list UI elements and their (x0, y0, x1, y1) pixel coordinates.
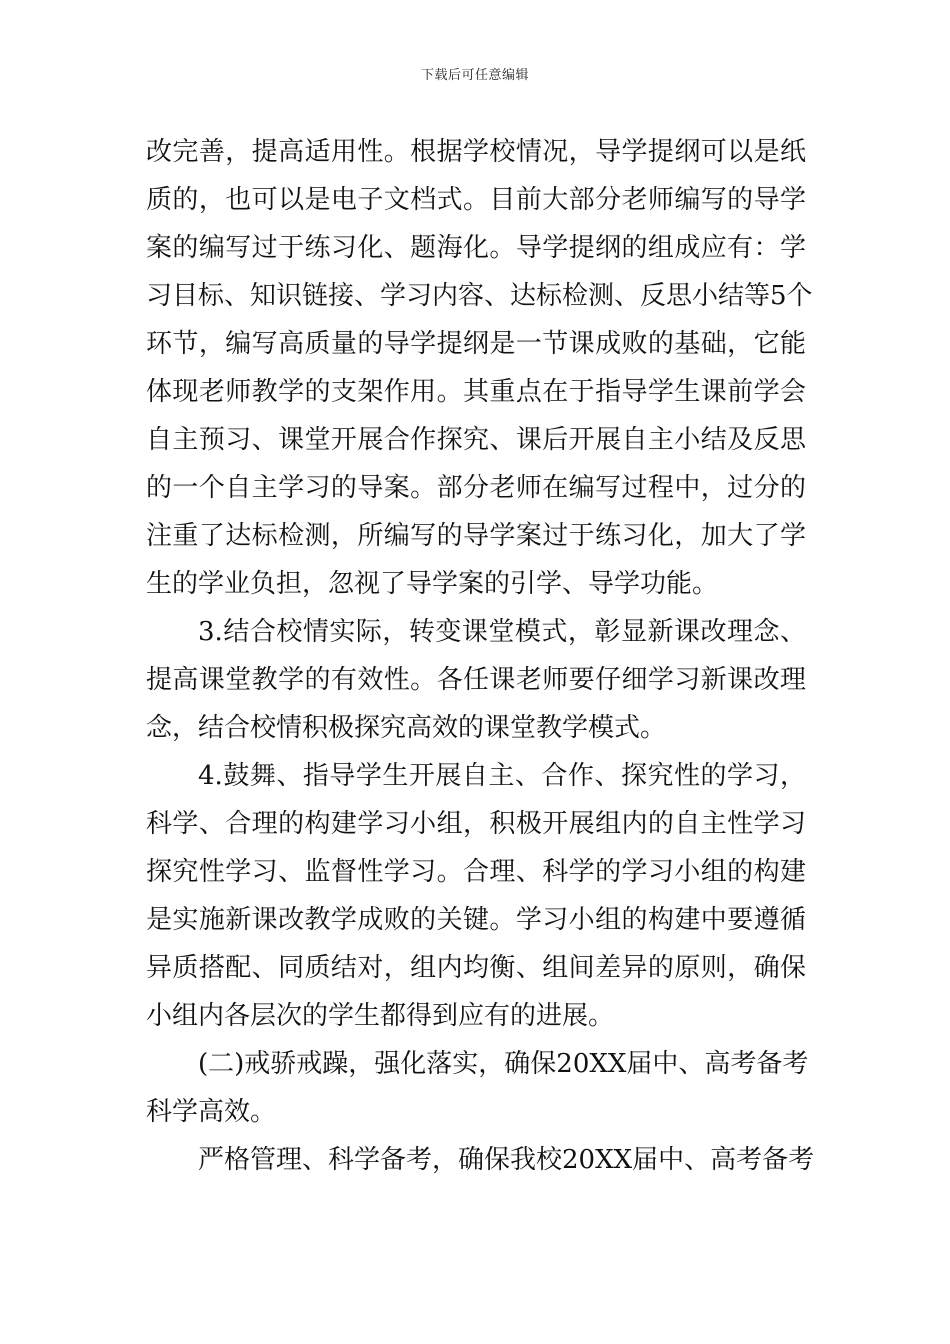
text-line: 3.结合校情实际，转变课堂模式，彰显新课改理念、 (198, 617, 806, 647)
text-line: 体现老师教学的支架作用。其重点在于指导学生课前学会 (146, 377, 806, 407)
text-line: 严格管理、科学备考，确保我校20XX届中、高考备考 (198, 1145, 815, 1175)
text-line: 的一个自主学习的导案。部分老师在编写过程中，过分的 (146, 473, 806, 503)
text-line: 改完善，提高适用性。根据学校情况，导学提纲可以是纸 (146, 137, 806, 167)
text-line: 探究性学习、监督性学习。合理、科学的学习小组的构建 (146, 857, 806, 887)
text-line: 质的，也可以是电子文档式。目前大部分老师编写的导学 (146, 185, 806, 215)
text-line: 小组内各层次的学生都得到应有的进展。 (146, 1001, 615, 1031)
text-line: (二)戒骄戒躁，强化落实，确保20XX届中、高考备考 (198, 1049, 809, 1079)
text-line: 案的编写过于练习化、题海化。导学提纲的组成应有：学 (146, 233, 806, 263)
text-line: 4.鼓舞、指导学生开展自主、合作、探究性的学习， (198, 761, 806, 791)
text-line: 科学、合理的构建学习小组，积极开展组内的自主性学习 (146, 809, 806, 839)
text-line: 环节，编写高质量的导学提纲是一节课成败的基础，它能 (146, 329, 806, 359)
text-line: 自主预习、课堂开展合作探究、课后开展自主小结及反思 (146, 425, 806, 455)
text-line: 念，结合校情积极探究高效的课堂教学模式。 (146, 713, 667, 743)
text-line: 是实施新课改教学成败的关键。学习小组的构建中要遵循 (146, 905, 806, 935)
text-line: 提高课堂教学的有效性。各任课老师要仔细学习新课改理 (146, 665, 806, 695)
text-line: 习目标、知识链接、学习内容、达标检测、反思小结等5个 (146, 281, 813, 311)
text-line: 异质搭配、同质结对，组内均衡、组间差异的原则，确保 (146, 953, 806, 983)
text-line: 生的学业负担，忽视了导学案的引学、导学功能。 (146, 569, 719, 599)
page-header: 下载后可任意编辑 (420, 68, 529, 83)
document-body (146, 128, 815, 1184)
text-line: 科学高效。 (146, 1097, 277, 1127)
text-line: 注重了达标检测，所编写的导学案过于练习化，加大了学 (146, 521, 806, 551)
